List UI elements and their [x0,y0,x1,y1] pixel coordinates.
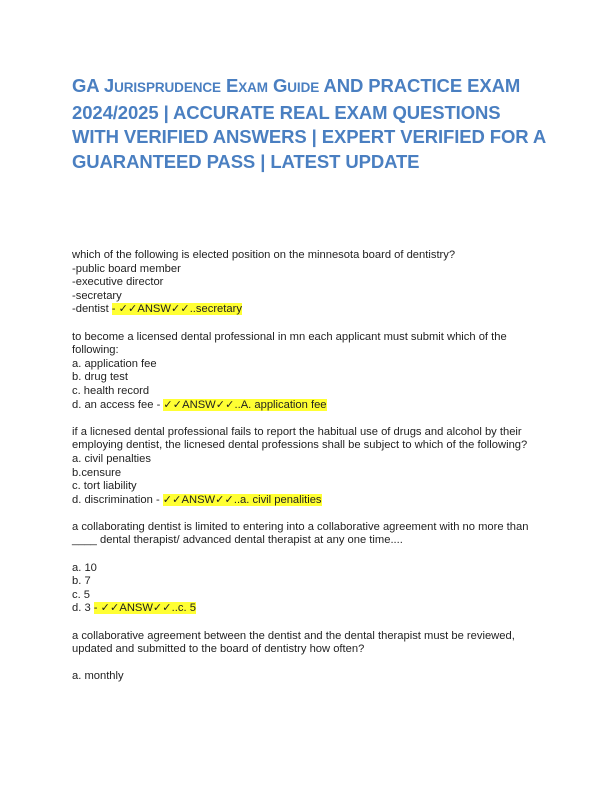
option-text: c. health record [72,384,150,397]
highlighted-answer: - ✓✓ANSW✓✓..secretary [111,303,242,316]
question-block [72,426,547,508]
blank-line [72,657,547,671]
option-with-answer [72,602,547,616]
question-block [72,630,547,684]
highlighted-answer: ✓✓ANSW✓✓..A. application fee [163,398,327,411]
question-list [72,249,547,698]
question-block [72,521,547,616]
option-text: a. 10 [72,561,97,574]
question-block [72,249,547,317]
highlighted-answer: ✓✓ANSW✓✓..a. civil penalities [162,493,322,506]
option-text: -public board member [72,262,181,275]
option-text: d. 3 [72,602,94,615]
option-with-answer [72,303,547,317]
option-text: -secretary [72,289,122,302]
option-text: b. drug test [72,371,128,384]
highlighted-answer: - ✓✓ANSW✓✓..c. 5 [93,602,196,615]
option-text: d. an access fee - [72,398,164,411]
option-with-answer [72,494,547,508]
question-text: if a licnesed dental professional fails to report the habitual use of drugs and alcohol by their employing dentist, the licnesed dental professions shall be subject to which of the following? [72,425,528,452]
question-text: to become a licensed dental professional in mn each applicant must submit which of the following: [72,330,507,357]
question-text: a collaborative agreement between the dentist and the dental therapist must be reviewed, updated and submitted to the board of dentistry how often? [72,629,515,656]
option-text: a. civil penalties [72,452,151,465]
option-text: c. 5 [72,588,91,601]
option-text: -dentist [72,303,112,316]
option-with-answer [72,399,547,413]
option-text: -executive director [72,276,164,289]
option-text: b. 7 [72,575,91,588]
blank-line [72,548,547,562]
option-text: a. application fee [72,357,157,370]
option-text: b.censure [72,466,122,479]
option-text: d. discrimination - [72,493,163,506]
option-text: a. monthly [72,670,124,683]
question-block [72,331,547,413]
question-text: a collaborating dentist is limited to entering into a collaborative agreement with no more than ____ dental therapist/ advanced dental therapist at any one time.... [72,520,529,547]
option-text: c. tort liability [72,480,137,493]
question-text: which of the following is elected position on the minnesota board of dentistry? [72,249,456,261]
document-title: GA JURISPRUDENCE EXAM GUIDE AND PRACTICE EXAM 2024/2025 | ACCURATE REAL EXAM QUESTIONS WITH VERIFIED ANSWERS | EXPERT VERIFIED FOR A GUARANTEED PASS | LATEST UPDATE [72,75,546,172]
